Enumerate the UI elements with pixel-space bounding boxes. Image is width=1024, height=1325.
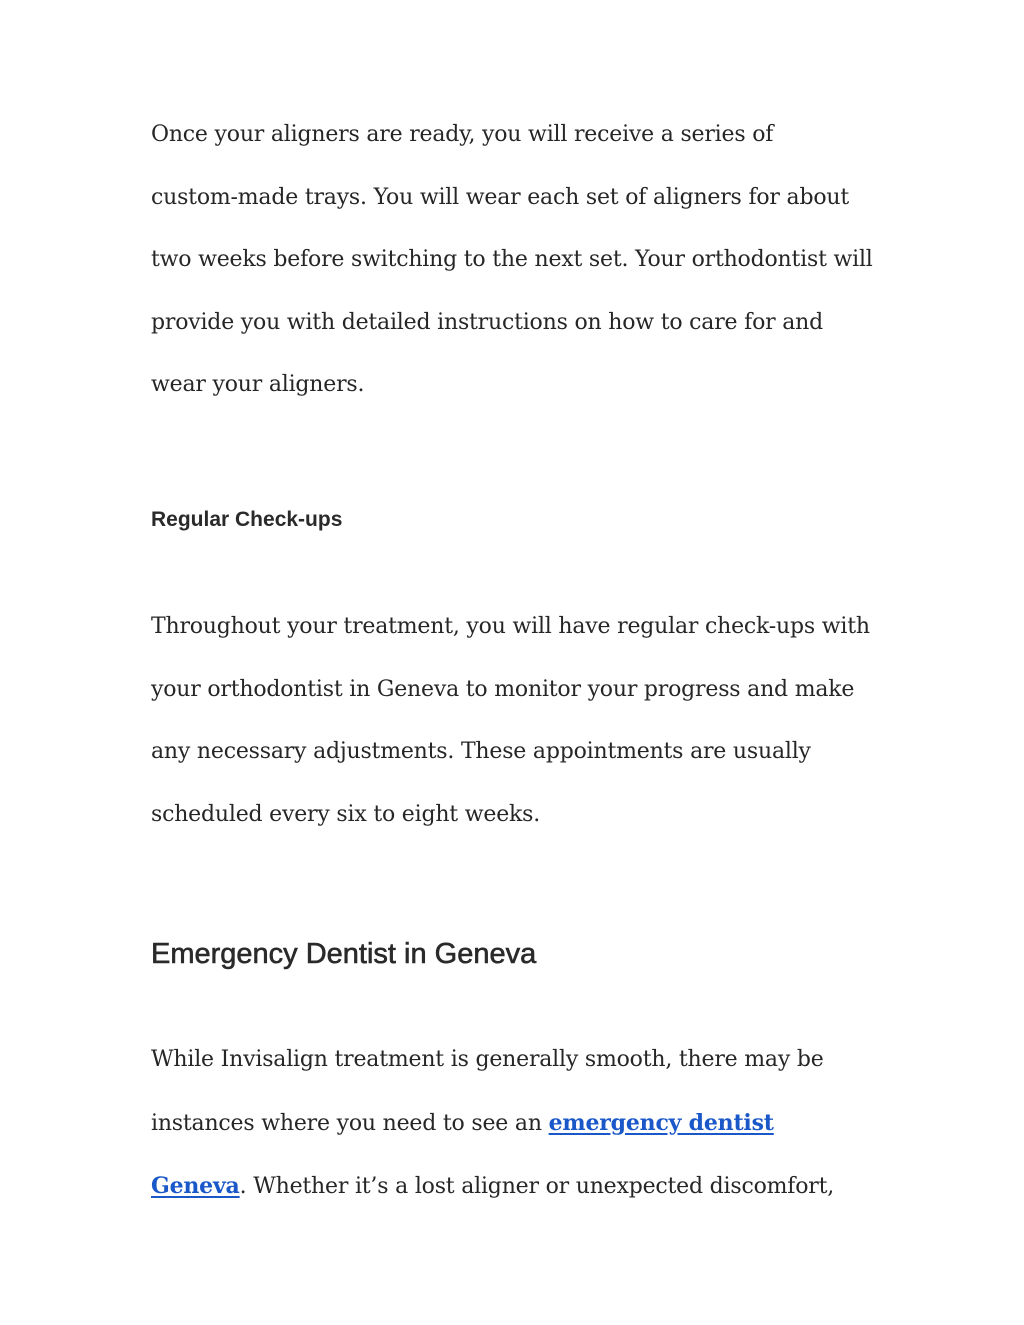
text-line: Once your aligners are ready, you will receive a series of [151,122,774,147]
text-line: wear your aligners. [151,372,365,397]
text-line [151,1092,834,1156]
text-line [151,1155,834,1219]
text-line: While Invisalign treatment is generally smooth, there may be [151,1047,824,1072]
heading-emergency-dentist: Emergency Dentist in Geneva [151,938,537,970]
text-line: your orthodontist in Geneva to monitor your progress and make [151,676,855,702]
paragraph-checkups [151,596,870,846]
text-segment: . Whether it’s a lost aligner or unexpected discomfort, [239,1174,835,1199]
text-line: Throughout your treatment, you will have regular check-ups with [151,614,870,639]
text-line: provide you with detailed instructions on how to care for and [151,309,824,335]
text-line: scheduled every six to eight weeks. [151,801,541,827]
text-line: any necessary adjustments. These appointments are usually [151,739,811,764]
paragraph-emergency [151,1029,834,1219]
paragraph-aligner-trays [151,104,873,417]
text-line: two weeks before switching to the next set. Your orthodontist will [151,247,873,272]
emergency-dentist-link[interactable]: emergency dentist [548,1109,774,1136]
heading-regular-checkups: Regular Check-ups [151,508,343,531]
text-line: custom-made trays. You will wear each set of aligners for about [151,184,849,210]
emergency-dentist-link-continued[interactable]: Geneva [151,1173,240,1199]
text-segment: instances where you need to see an [151,1110,549,1136]
